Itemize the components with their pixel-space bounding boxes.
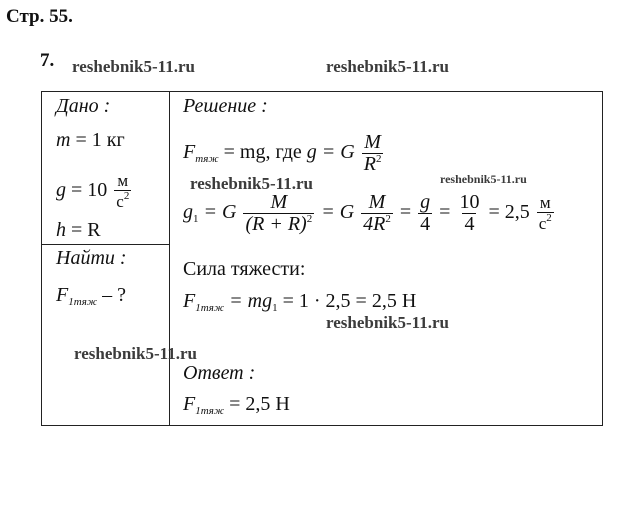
watermark: reshebnik5-11.ru [440, 172, 527, 186]
solution-line-2: $g_1 = G$ $\frac{M}{(R + R)^2}$ = G $\frac{M}{4R^2}$ = $\frac{g}{4}$ = $\frac{10}{4}$ = 2,5 $\frac{м}{с^2}$ [183, 191, 552, 235]
find-heading: Найти : [56, 247, 127, 269]
watermark: reshebnik5-11.ru [326, 57, 449, 76]
gravity-label: Сила тяжести: [183, 258, 306, 280]
given-height: h = R [56, 219, 101, 241]
column-divider [169, 92, 170, 425]
answer-heading: Ответ : [183, 362, 256, 384]
watermark: reshebnik5-11.ru [326, 313, 449, 332]
given-find-divider [42, 244, 169, 245]
given-heading: Дано : [56, 95, 111, 117]
watermark: reshebnik5-11.ru [74, 344, 197, 363]
given-gravity: g = 10 $\frac{м}{с^2}$ [56, 171, 130, 211]
answer-value: $F_{1тяж} = 2,5$ Н [183, 393, 290, 417]
given-mass: m = 1 кг [56, 129, 125, 151]
watermark: reshebnik5-11.ru [72, 57, 195, 76]
solution-heading: Решение : [183, 95, 268, 117]
task-number: 7. [40, 50, 55, 71]
watermark: reshebnik5-11.ru [190, 174, 313, 193]
page-number: Стр. 55. [6, 6, 73, 27]
find-force: $F_{1тяж}$ – ? [56, 284, 127, 308]
solution-line-1: $F_{тяж}$ = mg, где g = G $\frac{M}{R^2}$ [183, 131, 382, 175]
solution-table [41, 91, 603, 426]
solution-line-3: $F_{1тяж} = mg_1 = 1 \cdot 2,5 = 2,5$ Н [183, 290, 417, 314]
